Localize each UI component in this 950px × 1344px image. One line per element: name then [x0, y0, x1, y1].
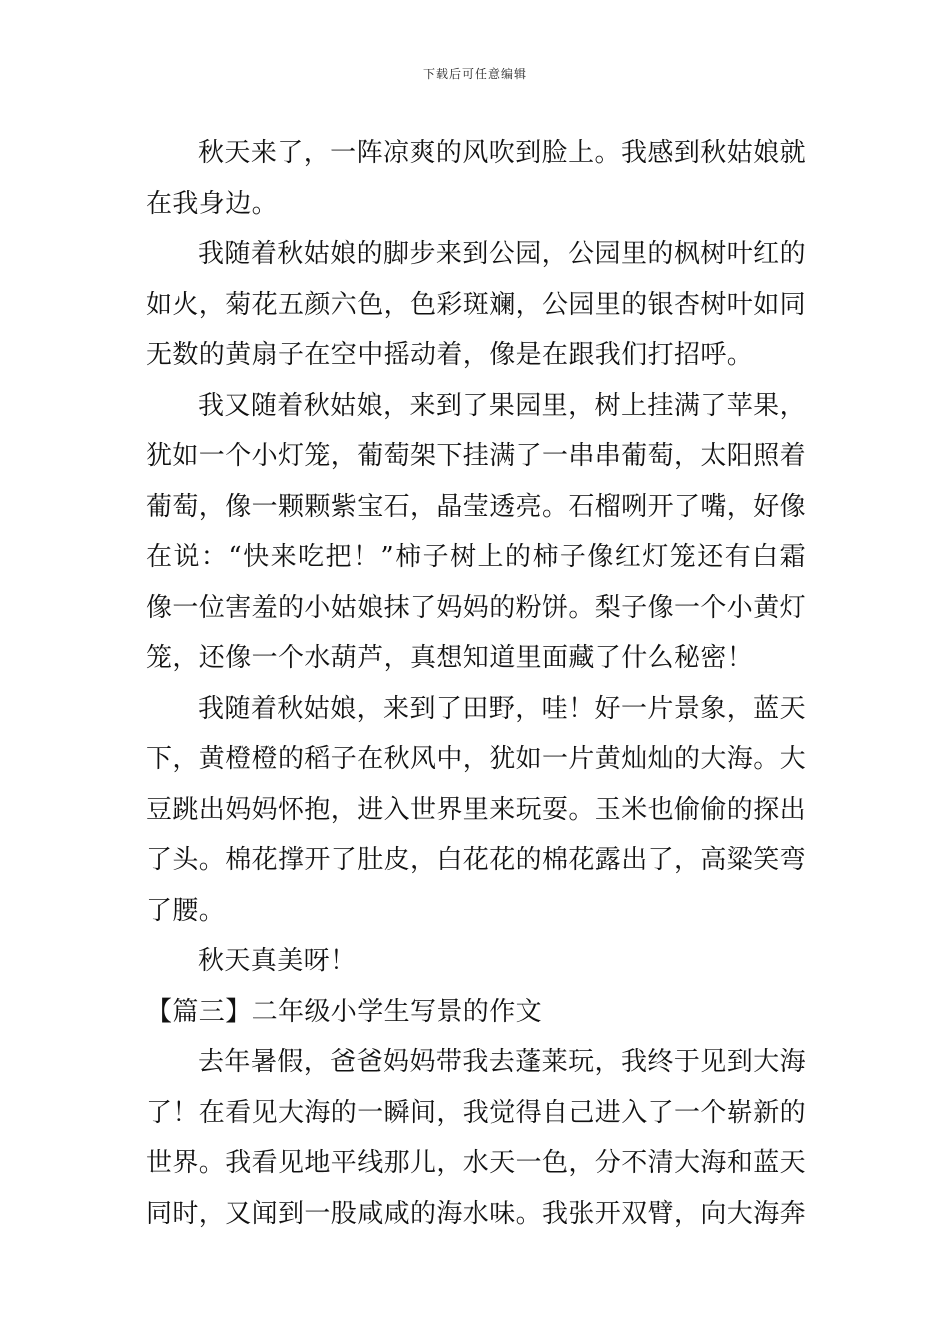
paragraph-autumn-beautiful: 秋天真美呀！: [198, 946, 357, 976]
paragraph-summer-trip: 去年暑假，爸爸妈妈带我去蓬莱玩，我终于见到大海了！在看见大海的一瞬间，我觉得自己进入了一个崭新的世界。我看见地平线那儿，水天一色，分不清大海和蓝天同时，又闻到一股咸咸的海水味。我张开双臂，向大海奔: [146, 1047, 807, 1229]
paragraph-fields: 我随着秋姑娘，来到了田野，哇！好一片景象，蓝天下，黄橙橙的稻子在秋风中，犹如一片黄灿灿的大海。大豆跳出妈妈怀抱，进入世界里来玩耍。玉米也偷偷的探出了头。棉花撑开了肚皮，白花花的棉花露出了，高粱笑弯了腰。: [146, 693, 807, 926]
paragraph-orchard: 我又随着秋姑娘，来到了果园里，树上挂满了苹果，犹如一个小灯笼，葡萄架下挂满了一串串葡萄，太阳照着葡萄，像一颗颗紫宝石，晶莹透亮。石榴咧开了嘴，好像在说：“快来吃把！”柿子树上的柿子像红灯笼还有白霜像一位害羞的小姑娘抹了妈妈的粉饼。梨子像一个小黄灯笼，还像一个水葫芦，真想知道里面藏了什么秘密！: [146, 390, 807, 673]
paragraph-park: 我随着秋姑娘的脚步来到公园，公园里的枫树叶红的如火，菊花五颜六色，色彩斑斓，公园里的银杏树叶如同无数的黄扇子在空中摇动着，像是在跟我们打招呼。: [146, 239, 807, 370]
section-heading: 【篇三】二年级小学生写景的作文: [146, 996, 543, 1027]
page-header: 下载后可任意编辑: [422, 67, 527, 81]
paragraph-autumn-arrives: 秋天来了，一阵凉爽的风吹到脸上。我感到秋姑娘就在我身边。: [146, 138, 806, 219]
document-body: [146, 128, 806, 1239]
